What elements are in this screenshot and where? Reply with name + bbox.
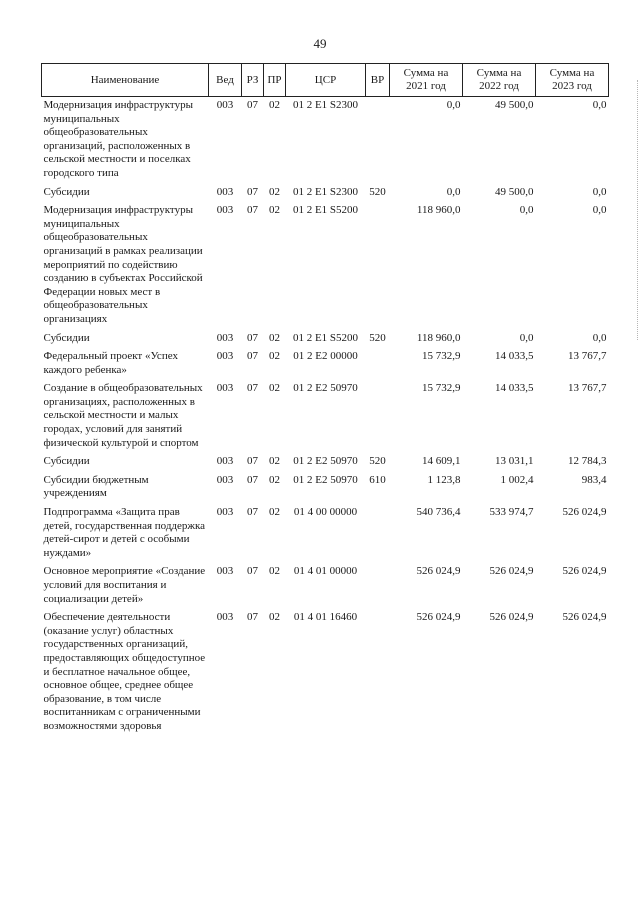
row-sum-2021: 526 024,9 (416, 611, 461, 624)
row-vr: 610 (369, 473, 386, 486)
row-name: Модернизация инфраструктуры муниципальных общеобразовательных организаций в рамках реализации мероприятий по содействию созданию в субъектах Российской Федерации новых мест в общеобразовательных организациях (43, 204, 203, 325)
header-csr: ЦСР (286, 64, 366, 97)
row-sum-2022: 1 002,4 (500, 473, 534, 486)
row-pr: 02 (269, 506, 280, 519)
row-ved: 003 (216, 455, 234, 468)
row-vr (366, 504, 390, 563)
row-sum-2022: 13 031,1 (495, 455, 534, 468)
header-name: Наименование (42, 64, 209, 97)
row-name: Обеспечение деятельности (оказание услуг) областных государственных организаций, предоставляющих общедоступное и бесплатное начальное общее, основное общее, среднее общее образование, в том числе воспитанникам с ограниченными возможностями здоровья (43, 611, 206, 732)
row-sum-2021: 0,0 (446, 99, 461, 111)
row-ved: 003 (216, 611, 234, 624)
row-name: Субсидии (43, 331, 90, 344)
budget-table (41, 63, 609, 737)
header-sum-2022: Сумма на 2022 год (463, 64, 536, 97)
row-rz: 07 (247, 350, 258, 363)
row-vr: 520 (369, 331, 386, 344)
row-csr: 01 2 E1 S5200 (292, 331, 359, 344)
row-vr (366, 97, 390, 184)
row-rz: 07 (247, 204, 258, 217)
row-rz: 07 (247, 506, 258, 519)
header-ved: Вед (209, 64, 242, 97)
row-pr: 02 (269, 350, 280, 363)
row-vr (366, 563, 390, 609)
row-pr: 02 (269, 473, 280, 486)
row-sum-2023: 0,0 (592, 204, 607, 217)
row-ved: 003 (216, 565, 234, 578)
table-row (42, 504, 609, 563)
header-sum-2021: Сумма на 2021 год (390, 64, 463, 97)
row-sum-2023: 526 024,9 (562, 565, 607, 578)
row-pr: 02 (269, 382, 280, 395)
row-ved: 003 (216, 204, 234, 217)
row-csr: 01 2 E2 50970 (293, 473, 358, 486)
row-csr: 01 2 E1 S2300 (292, 99, 359, 111)
table-row (42, 453, 609, 472)
row-csr: 01 2 E1 S2300 (292, 185, 359, 198)
row-rz: 07 (247, 611, 258, 624)
row-name: Основное мероприятие «Создание условий для воспитания и социализации детей» (43, 565, 206, 605)
row-rz: 07 (247, 565, 258, 578)
table-row (42, 472, 609, 504)
row-sum-2022: 49 500,0 (495, 185, 534, 198)
row-csr: 01 4 01 16460 (293, 611, 358, 624)
row-name: Субсидии (43, 185, 90, 198)
row-ved: 003 (216, 382, 234, 395)
row-sum-2022: 0,0 (519, 331, 534, 344)
row-sum-2021: 118 960,0 (416, 204, 461, 217)
row-csr: 01 4 01 00000 (293, 565, 358, 578)
row-sum-2022: 533 974,7 (489, 506, 534, 519)
row-sum-2023: 13 767,7 (568, 382, 607, 395)
header-rz: РЗ (242, 64, 264, 97)
row-vr (366, 380, 390, 453)
header-sum-2023: Сумма на 2023 год (536, 64, 609, 97)
row-sum-2021: 15 732,9 (422, 350, 461, 363)
row-name: Создание в общеобразовательных организациях, расположенных в сельской местности и малых городах, условий для занятий физической культурой и спортом (43, 382, 203, 449)
row-name: Федеральный проект «Успех каждого ребенка» (43, 350, 178, 376)
row-ved: 003 (216, 99, 234, 111)
row-vr (366, 348, 390, 380)
row-csr: 01 2 E2 50970 (293, 455, 358, 468)
row-sum-2022: 14 033,5 (495, 350, 534, 363)
row-pr: 02 (269, 185, 280, 198)
row-sum-2021: 1 123,8 (427, 473, 461, 486)
row-csr: 01 2 E1 S5200 (292, 204, 359, 217)
row-sum-2021: 526 024,9 (416, 565, 461, 578)
row-sum-2021: 15 732,9 (422, 382, 461, 395)
row-rz: 07 (247, 185, 258, 198)
row-ved: 003 (216, 331, 234, 344)
row-ved: 003 (216, 506, 234, 519)
row-sum-2023: 12 784,3 (568, 455, 607, 468)
row-ved: 003 (216, 473, 234, 486)
scan-margin-dots (634, 80, 638, 340)
row-sum-2022: 0,0 (519, 204, 534, 217)
row-vr: 520 (369, 455, 386, 468)
row-name: Подпрограмма «Защита прав детей, государственная поддержка детей-сирот и детей с особыми нуждами» (43, 506, 206, 559)
row-sum-2023: 526 024,9 (562, 611, 607, 624)
page-number: 49 (313, 36, 327, 51)
row-name: Модернизация инфраструктуры муниципальных общеобразовательных организаций, расположенных в сельской местности и поселках городского типа (43, 99, 193, 179)
row-sum-2022: 49 500,0 (495, 99, 534, 111)
row-rz: 07 (247, 455, 258, 468)
row-pr: 02 (269, 611, 280, 624)
row-name: Субсидии (43, 455, 90, 468)
row-sum-2023: 526 024,9 (562, 506, 607, 519)
row-pr: 02 (269, 455, 280, 468)
row-pr: 02 (269, 331, 280, 344)
table-header-row (42, 64, 609, 97)
row-sum-2023: 0,0 (592, 185, 607, 198)
row-vr (366, 609, 390, 736)
row-sum-2022: 14 033,5 (495, 382, 534, 395)
table-row (42, 97, 609, 184)
header-vr: ВР (366, 64, 390, 97)
table-row (42, 330, 609, 349)
row-pr: 02 (269, 204, 280, 217)
row-vr (366, 202, 390, 329)
row-sum-2022: 526 024,9 (489, 611, 534, 624)
row-rz: 07 (247, 382, 258, 395)
row-sum-2021: 0,0 (446, 185, 461, 198)
table-row (42, 563, 609, 609)
header-pr: ПР (264, 64, 286, 97)
row-csr: 01 2 E2 50970 (293, 382, 358, 395)
row-sum-2023: 0,0 (592, 99, 607, 111)
row-sum-2023: 983,4 (581, 473, 607, 486)
row-sum-2021: 14 609,1 (422, 455, 461, 468)
row-pr: 02 (269, 99, 280, 111)
row-vr: 520 (369, 185, 386, 198)
row-sum-2021: 118 960,0 (416, 331, 461, 344)
row-pr: 02 (269, 565, 280, 578)
row-rz: 07 (247, 331, 258, 344)
row-sum-2022: 526 024,9 (489, 565, 534, 578)
row-rz: 07 (247, 99, 258, 111)
row-csr: 01 4 00 00000 (293, 506, 358, 519)
row-sum-2023: 0,0 (592, 331, 607, 344)
row-sum-2023: 13 767,7 (568, 350, 607, 363)
row-rz: 07 (247, 473, 258, 486)
row-csr: 01 2 E2 00000 (293, 350, 358, 363)
row-ved: 003 (216, 185, 234, 198)
table-row (42, 609, 609, 736)
row-ved: 003 (216, 350, 234, 363)
table-row (42, 380, 609, 453)
row-name: Субсидии бюджетным учреждениям (43, 473, 149, 500)
table-row (42, 184, 609, 203)
table-row (42, 202, 609, 329)
row-sum-2021: 540 736,4 (416, 506, 461, 519)
table-row (42, 348, 609, 380)
